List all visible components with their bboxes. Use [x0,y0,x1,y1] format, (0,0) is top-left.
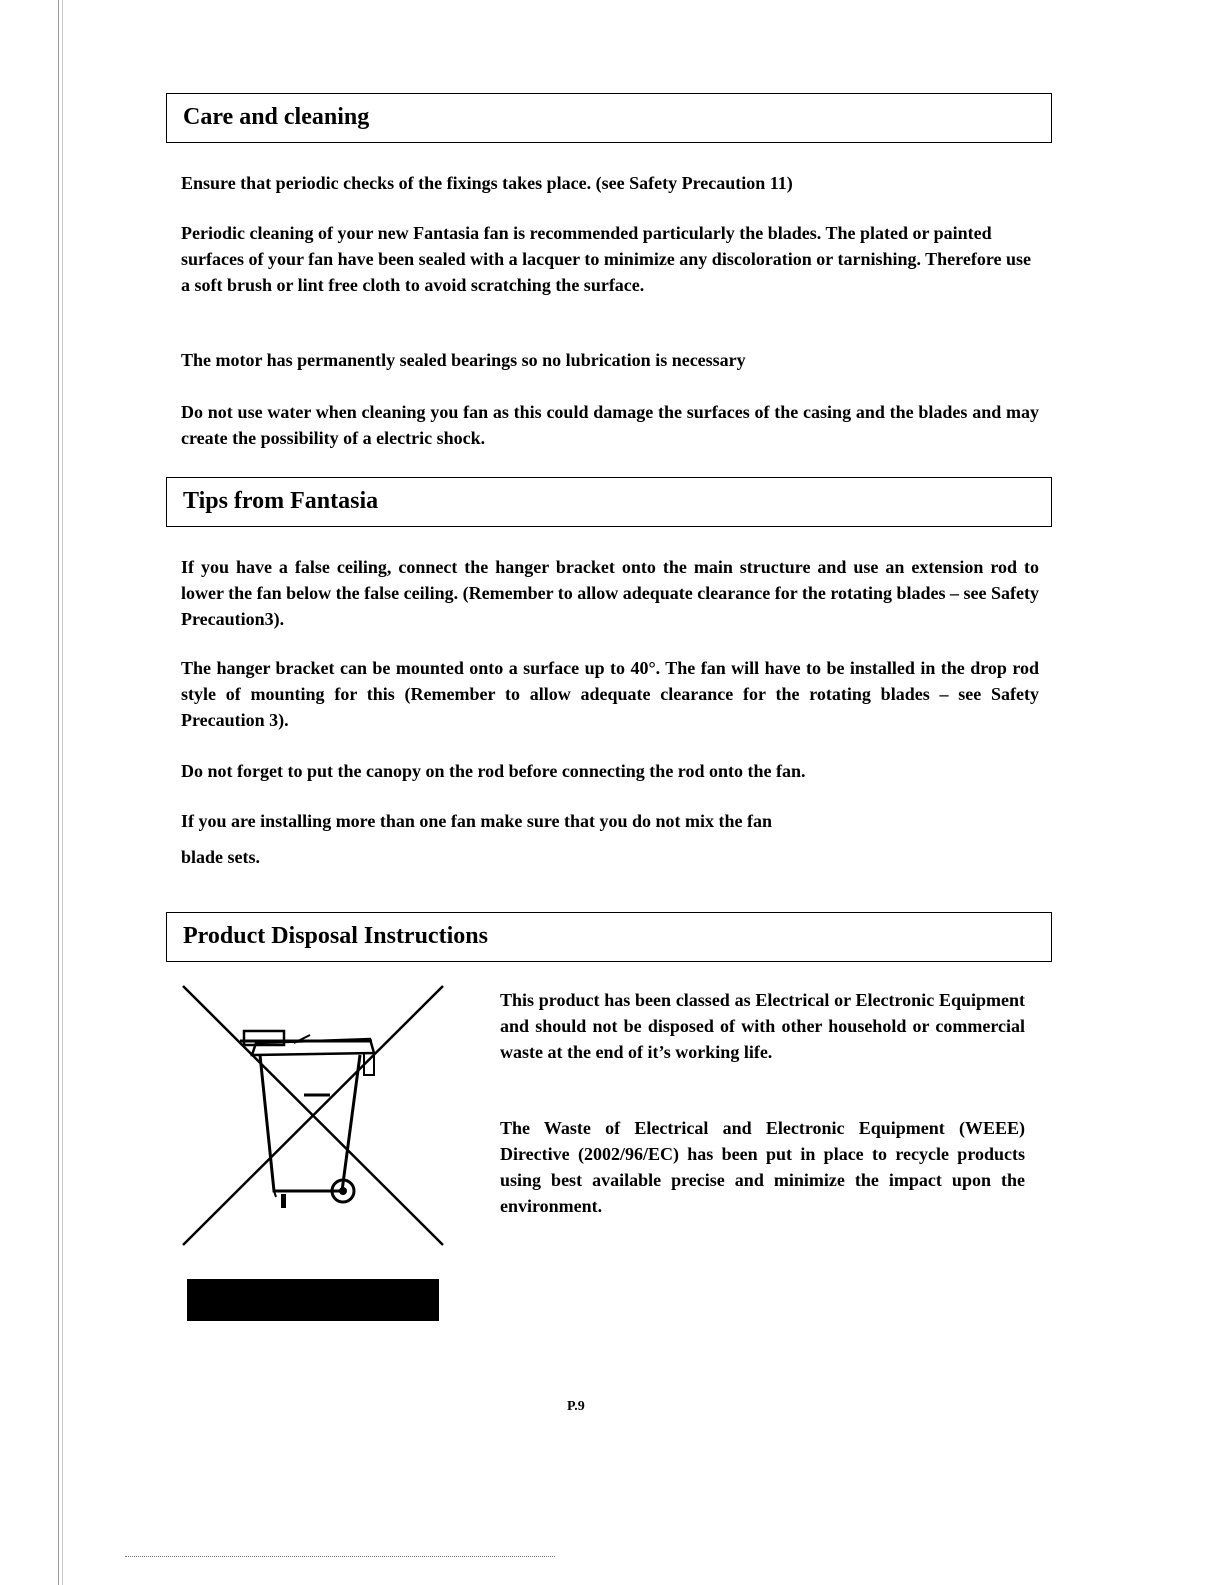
scan-artifact-line [125,1556,555,1559]
section-title-care: Care and cleaning [183,104,370,130]
section-header-care [166,93,1052,143]
crossed-out-wheelie-bin-icon [178,983,448,1248]
section-header-tips [166,477,1052,527]
tips-paragraph-1: If you have a false ceiling, connect the hanger bracket onto the main structure and use an extension rod to lower the fan below the false ceiling. (Remember to allow adequate clearance for the rotating blades – see Safety Precaution3). [181,557,1040,629]
tips-paragraph-3: Do not forget to put the canopy on the rod before connecting the rod onto the fan. [181,761,806,781]
disposal-paragraph-1: This product has been classed as Electrical or Electronic Equipment and should not be disposed of with other household or commercial waste at the end of it’s working life. [500,990,1025,1062]
section-title-tips: Tips from Fantasia [183,488,379,514]
page-number: P.9 [567,1399,585,1414]
care-paragraph-1: Ensure that periodic checks of the fixings takes place. (see Safety Precaution 11) [181,173,793,193]
care-paragraph-4: Do not use water when cleaning you fan as this could damage the surfaces of the casing and the blades and may create the possibility of a electric shock. [181,402,1039,448]
section-header-disposal [166,912,1052,962]
section-title-disposal: Product Disposal Instructions [183,923,488,949]
disposal-paragraph-2: The Waste of Electrical and Electronic Equipment (WEEE) Directive (2002/96/EC) has been put in place to recycle products using best available precise and minimize the impact upon the environment. [500,1118,1025,1216]
tips-paragraph-5: blade sets. [181,847,261,867]
scan-edge [58,0,63,1585]
tips-paragraph-2: The hanger bracket can be mounted onto a surface up to 40°. The fan will have to be installed in the drop rod style of mounting for this (Remember to allow adequate clearance for the rotating blades – see Safety Precaution 3). [181,658,1039,730]
solid-black-bar [187,1279,439,1321]
care-paragraph-3: The motor has permanently sealed bearings so no lubrication is necessary [181,350,746,370]
tips-paragraph-4: If you are installing more than one fan make sure that you do not mix the fan [181,811,773,831]
care-paragraph-2: Periodic cleaning of your new Fantasia fan is recommended particularly the blades. The plated or painted surfaces of your fan have been sealed with a lacquer to minimize any discoloration or tarnishing. Therefore use a soft brush or lint free cloth to avoid scratching the surface. [181,223,1031,295]
